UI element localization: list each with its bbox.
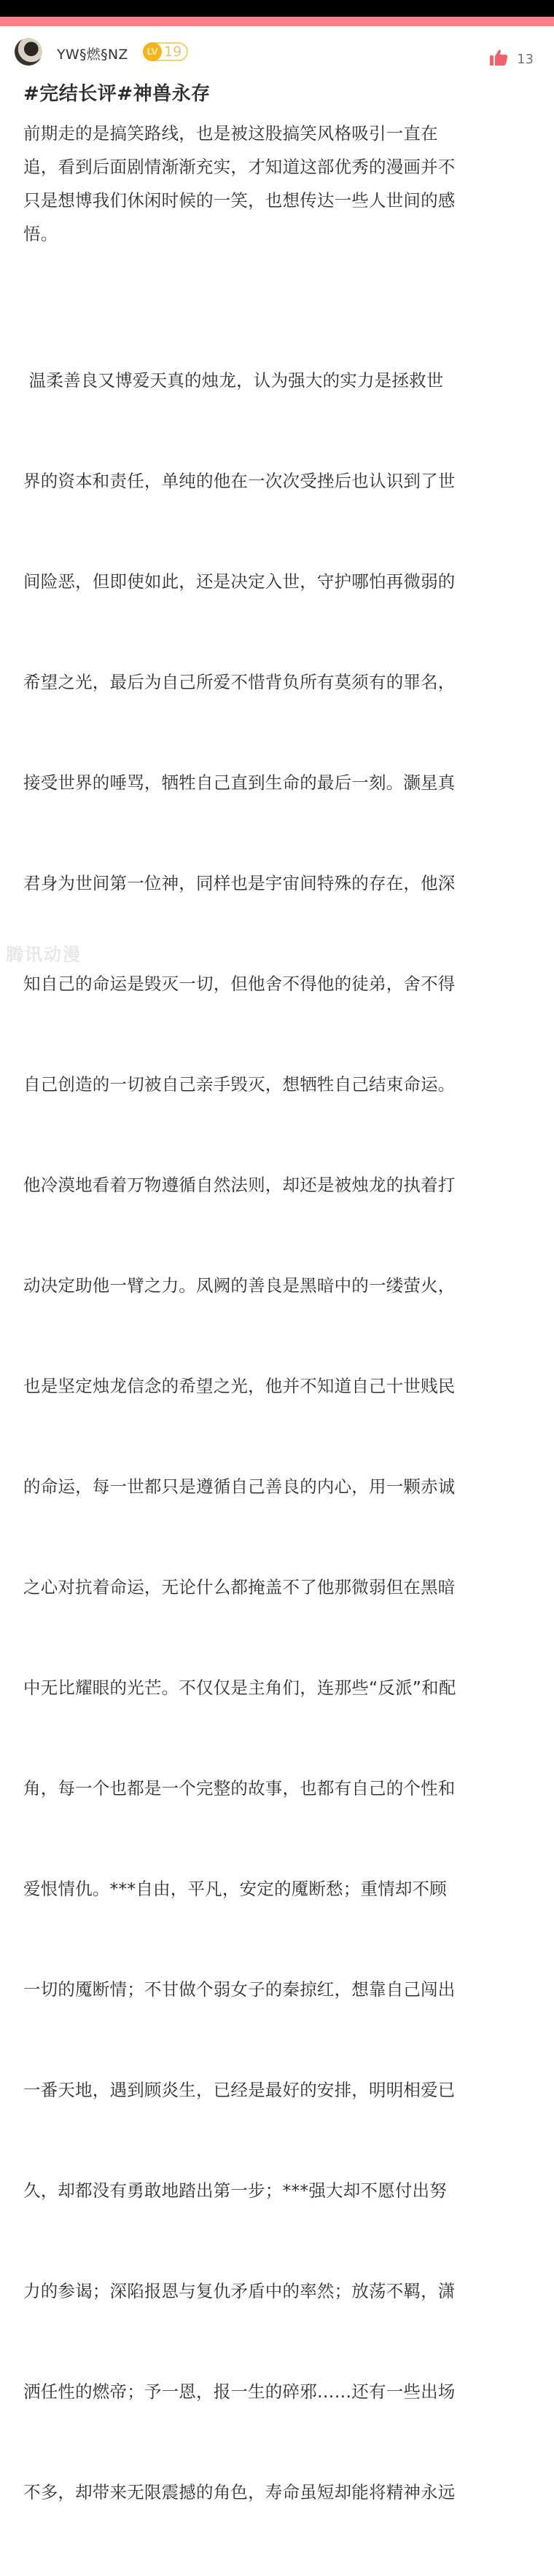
accent-bar (0, 17, 554, 26)
watermark: 腾讯动漫 (6, 944, 82, 965)
text-line: 爱恨情仇。***自由，平凡，安定的魇断愁；重情却不顾 (23, 1879, 447, 1899)
text-line: 间险恶，但即使如此，还是决定入世，守护哪怕再微弱的 (23, 571, 456, 592)
text-line: 他冷漠地看着万物遵循自然法则，却还是被烛龙的执着打 (23, 1175, 456, 1195)
text-line: 之心对抗着命运，无论什么都掩盖不了他那微弱但在黑暗 (23, 1577, 456, 1597)
text-line: 只是想博我们休闲时候的一笑，也想传达一些人世间的感 (23, 190, 456, 211)
post-header (0, 26, 554, 79)
level-number: 19 (164, 44, 182, 60)
text-line: 一番天地，遇到顾炎生，已经是最好的安排，明明相爱已 (23, 2080, 456, 2100)
text-line: 洒任性的燃帝；予一恩，报一生的碎邪……还有一些出场 (23, 2381, 456, 2402)
avatar[interactable] (15, 38, 42, 66)
username[interactable]: YW§燃§NZ (57, 47, 128, 63)
text-line: 一切的魇断情；不甘做个弱女子的秦掠红，想靠自己闯出 (23, 1979, 456, 2000)
paragraph-2 (23, 297, 534, 2576)
like-button[interactable] (489, 48, 534, 70)
text-line: 角，每一个也都是一个完整的故事，也都有自己的个性和 (23, 1778, 456, 1798)
text-line: 中无比耀眼的光芒。不仅仅是主角们，连那些“反派”和配 (23, 1677, 456, 1698)
paragraph-1 (23, 117, 534, 251)
text-line: 接受世界的唾骂，牺牲自己直到生命的最后一刻。灏星真 (23, 772, 456, 793)
text-line: 也是坚定烛龙信念的希望之光，他并不知道自己十世贱民 (23, 1376, 456, 1396)
text-line: 温柔善良又博爱天真的烛龙，认为强大的实力是拯救世 (23, 370, 444, 391)
post-title: #完结长评#神兽永存 (23, 83, 211, 105)
text-line: 界的资本和责任，单纯的他在一次次受挫后也认识到了世 (23, 471, 456, 491)
thumbs-up-icon (489, 48, 510, 70)
text-line: 知自己的命运是毁灭一切，但他舍不得他的徒弟，舍不得 (23, 974, 456, 994)
text-line: 不多，却带来无限震撼的角色，寿命虽短却能将精神永远 (23, 2482, 456, 2502)
text-line: 的命运，每一世都只是遵循自己善良的内心，用一颗赤诚 (23, 1476, 456, 1497)
like-count: 13 (517, 51, 534, 67)
text-line: 希望之光，最后为自己所爱不惜背负所有莫须有的罪名， (23, 672, 456, 692)
text-line: 力的参谒；深陷报恩与复仇矛盾中的率然；放荡不羁，潇 (23, 2281, 456, 2301)
text-line: 久，却都没有勇敢地踏出第一步；***强大却不愿付出努 (23, 2180, 447, 2201)
text-line: 悟。 (23, 224, 58, 244)
text-line: 前期走的是搞笑路线，也是被这股搞笑风格吸引一直在 (23, 123, 438, 144)
text-line: 追，看到后面剧情渐渐充实，才知道这部优秀的漫画并不 (23, 157, 456, 177)
level-prefix: LV (143, 42, 162, 61)
level-badge (143, 42, 188, 61)
text-line: 自己创造的一切被自己亲手毁灭，想牺牲自己结束命运。 (23, 1074, 456, 1095)
paragraph-gap (23, 251, 534, 297)
status-bar (0, 0, 554, 17)
post-content (23, 117, 534, 2576)
text-line: 动决定助他一臂之力。凤阙的善良是黑暗中的一缕萤火， (23, 1275, 456, 1296)
text-line: 君身为世间第一位神，同样也是宇宙间特殊的存在，他深 (23, 873, 456, 893)
